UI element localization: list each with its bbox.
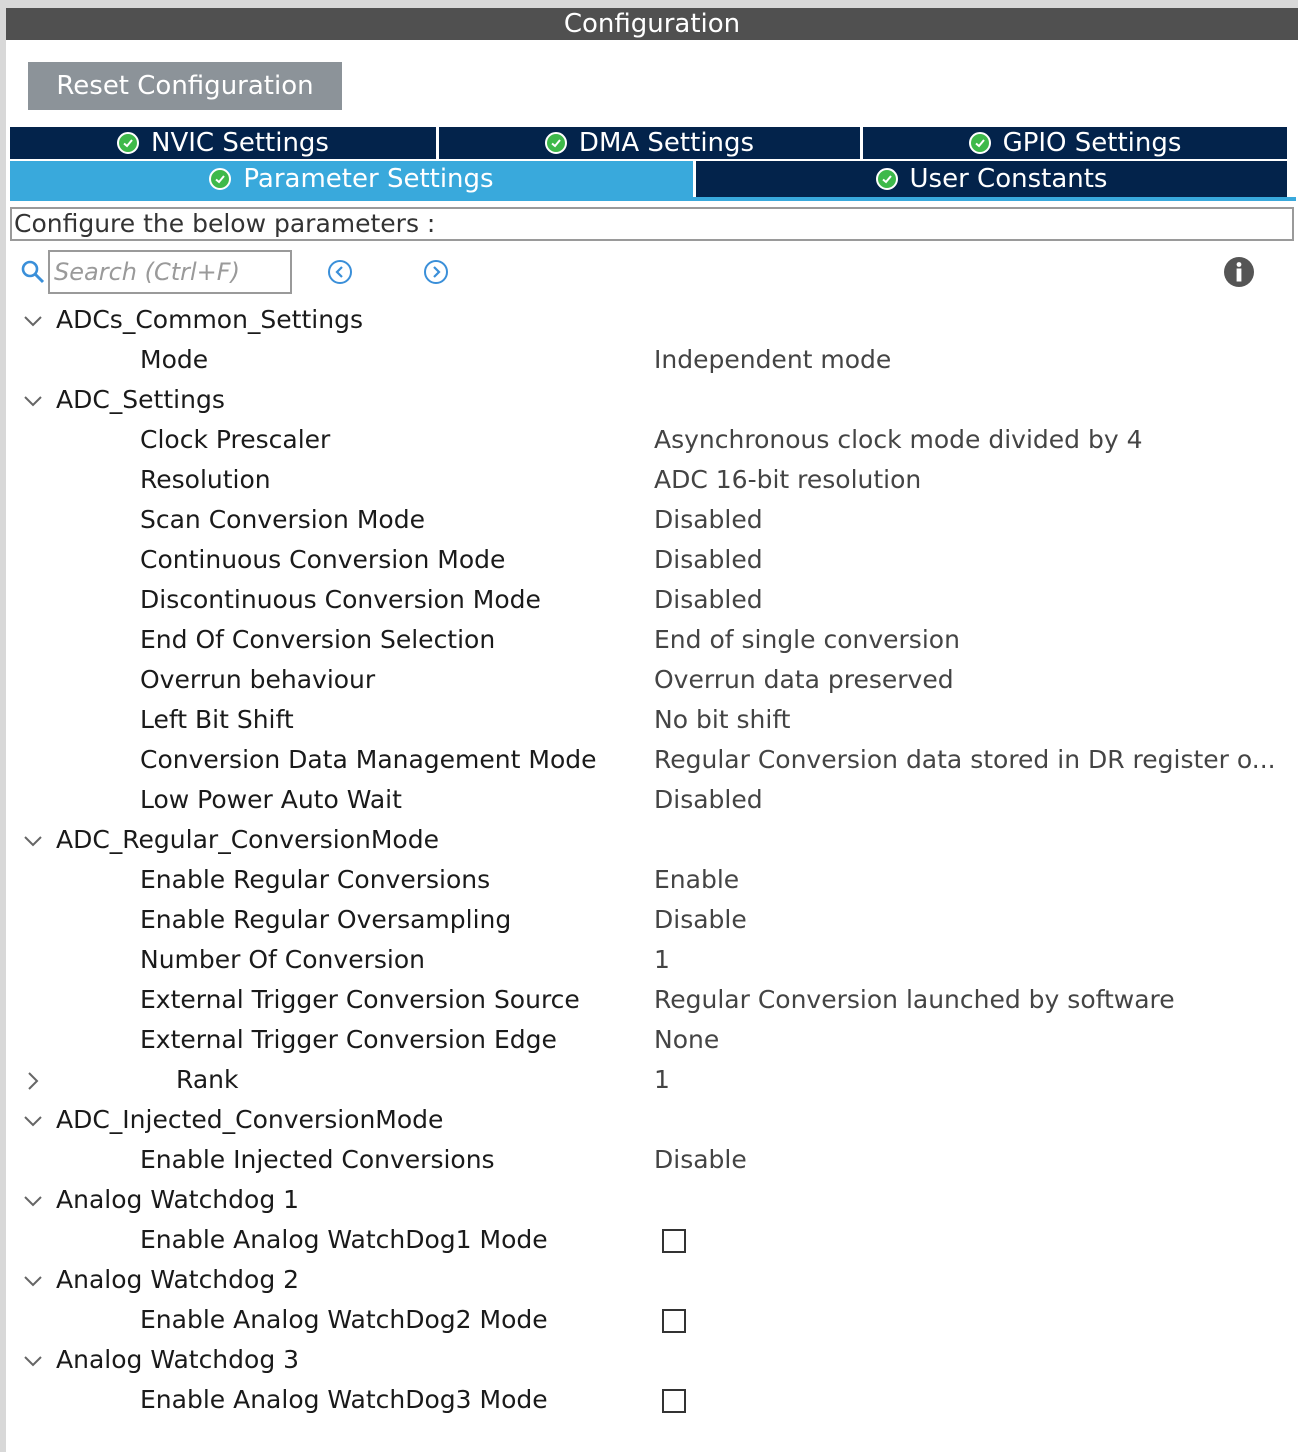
check-circle-icon [545,132,567,154]
chevron-down-icon[interactable] [22,830,44,852]
group-label: ADCs_Common_Settings [56,305,363,334]
param-label: Rank [176,1065,239,1094]
param-row-external-trigger-conversion-source[interactable] [0,980,1298,1020]
param-value[interactable]: Regular Conversion launched by software [654,985,1175,1014]
tab-label: Parameter Settings [243,164,494,194]
panel-top-border [0,0,1298,8]
chevron-down-icon[interactable] [22,1270,44,1292]
param-label: Enable Regular Oversampling [140,905,512,934]
param-label: End Of Conversion Selection [140,625,496,654]
info-icon[interactable] [1223,256,1255,288]
param-label: Left Bit Shift [140,705,294,734]
tab-dma-settings[interactable] [439,127,860,159]
param-value[interactable]: End of single conversion [654,625,960,654]
search-input[interactable] [48,250,292,294]
group-label: ADC_Injected_ConversionMode [56,1105,444,1134]
param-row-number-of-conversion[interactable] [0,940,1298,980]
group-adc-injected-conversionmode[interactable] [0,1100,1298,1140]
param-value[interactable]: Enable [654,865,740,894]
param-label: Enable Regular Conversions [140,865,491,894]
chevron-left-circle-icon[interactable] [327,259,353,285]
watchdog2-checkbox[interactable] [662,1309,686,1333]
param-value[interactable]: Disabled [654,545,763,574]
watchdog3-checkbox[interactable] [662,1389,686,1413]
param-row-clock-prescaler[interactable] [0,420,1298,460]
param-row-enable-analog-watchdog2-mode[interactable] [0,1300,1298,1340]
chevron-down-icon[interactable] [22,1350,44,1372]
tab-label: GPIO Settings [1002,128,1182,158]
group-label: Analog Watchdog 2 [56,1265,300,1294]
param-row-enable-injected-conversions[interactable] [0,1140,1298,1180]
param-value[interactable]: Disable [654,1145,747,1174]
param-label: Conversion Data Management Mode [140,745,597,774]
group-adcs-common-settings[interactable] [0,300,1298,340]
param-value[interactable]: 1 [654,1065,670,1094]
param-label: Continuous Conversion Mode [140,545,506,574]
param-row-low-power-auto-wait[interactable] [0,780,1298,820]
param-row-scan-conversion-mode[interactable] [0,500,1298,540]
panel-title: Configuration [6,8,1298,40]
param-value[interactable]: Disabled [654,585,763,614]
param-row-enable-analog-watchdog1-mode[interactable] [0,1220,1298,1260]
check-circle-icon [209,168,231,190]
param-label: Enable Analog WatchDog3 Mode [140,1385,548,1414]
param-row-overrun-behaviour[interactable] [0,660,1298,700]
param-value[interactable]: Overrun data preserved [654,665,954,694]
group-label: ADC_Settings [56,385,225,414]
param-row-discontinuous-conversion-mode[interactable] [0,580,1298,620]
param-label: External Trigger Conversion Source [140,985,580,1014]
param-label: External Trigger Conversion Edge [140,1025,557,1054]
param-row-mode[interactable] [0,340,1298,380]
instruction-label: Configure the below parameters : [10,207,1294,241]
param-value[interactable]: Disabled [654,785,763,814]
chevron-right-circle-icon[interactable] [423,259,449,285]
param-value[interactable]: Disabled [654,505,763,534]
param-label: Enable Analog WatchDog1 Mode [140,1225,548,1254]
group-label: Analog Watchdog 3 [56,1345,300,1374]
param-row-external-trigger-conversion-edge[interactable] [0,1020,1298,1060]
param-row-continuous-conversion-mode[interactable] [0,540,1298,580]
param-row-left-bit-shift[interactable] [0,700,1298,740]
search-icon[interactable] [20,259,46,285]
param-label: Resolution [140,465,271,494]
param-value[interactable]: Disable [654,905,747,934]
tab-label: DMA Settings [578,128,755,158]
param-label: Enable Injected Conversions [140,1145,495,1174]
check-circle-icon [969,132,991,154]
param-value[interactable]: None [654,1025,720,1054]
param-label: Enable Analog WatchDog2 Mode [140,1305,548,1334]
chevron-down-icon[interactable] [22,1110,44,1132]
watchdog1-checkbox[interactable] [662,1229,686,1253]
param-value[interactable]: ADC 16-bit resolution [654,465,922,494]
param-label: Overrun behaviour [140,665,376,694]
group-label: Analog Watchdog 1 [56,1185,300,1214]
param-row-enable-analog-watchdog3-mode[interactable] [0,1380,1298,1420]
param-label: Low Power Auto Wait [140,785,402,814]
param-row-rank[interactable] [0,1060,1298,1100]
tab-gpio-settings[interactable] [863,127,1287,159]
check-circle-icon [876,168,898,190]
param-row-resolution[interactable] [0,460,1298,500]
param-label: Mode [140,345,209,374]
param-value[interactable]: 1 [654,945,670,974]
group-analog-watchdog-2[interactable] [0,1260,1298,1300]
tab-nvic-settings[interactable] [10,127,436,159]
tab-label: User Constants [909,164,1108,194]
group-adc-settings[interactable] [0,380,1298,420]
chevron-down-icon[interactable] [22,390,44,412]
param-label: Scan Conversion Mode [140,505,425,534]
param-label: Number Of Conversion [140,945,425,974]
param-label: Discontinuous Conversion Mode [140,585,541,614]
param-row-end-of-conversion-selection[interactable] [0,620,1298,660]
param-row-enable-regular-oversampling[interactable] [0,900,1298,940]
chevron-down-icon[interactable] [22,1190,44,1212]
param-row-conversion-data-management-mode[interactable] [0,740,1298,780]
tab-user-constants[interactable] [696,161,1287,197]
param-value[interactable]: Asynchronous clock mode divided by 4 [654,425,1143,454]
group-analog-watchdog-3[interactable] [0,1340,1298,1380]
param-value[interactable]: No bit shift [654,705,791,734]
param-row-enable-regular-conversions[interactable] [0,860,1298,900]
param-label: Clock Prescaler [140,425,331,454]
group-analog-watchdog-1[interactable] [0,1180,1298,1220]
group-label: ADC_Regular_ConversionMode [56,825,439,854]
tab-parameter-settings[interactable] [10,161,693,197]
param-value[interactable]: Regular Conversion data stored in DR register o... [654,745,1276,774]
group-adc-regular-conversionmode[interactable] [0,820,1298,860]
check-circle-icon [117,132,139,154]
tabs-underline [10,197,1296,201]
chevron-down-icon[interactable] [22,310,44,332]
chevron-right-icon[interactable] [22,1070,44,1092]
param-value[interactable]: Independent mode [654,345,892,374]
tab-label: NVIC Settings [151,128,329,158]
reset-configuration-button[interactable]: Reset Configuration [28,62,342,110]
